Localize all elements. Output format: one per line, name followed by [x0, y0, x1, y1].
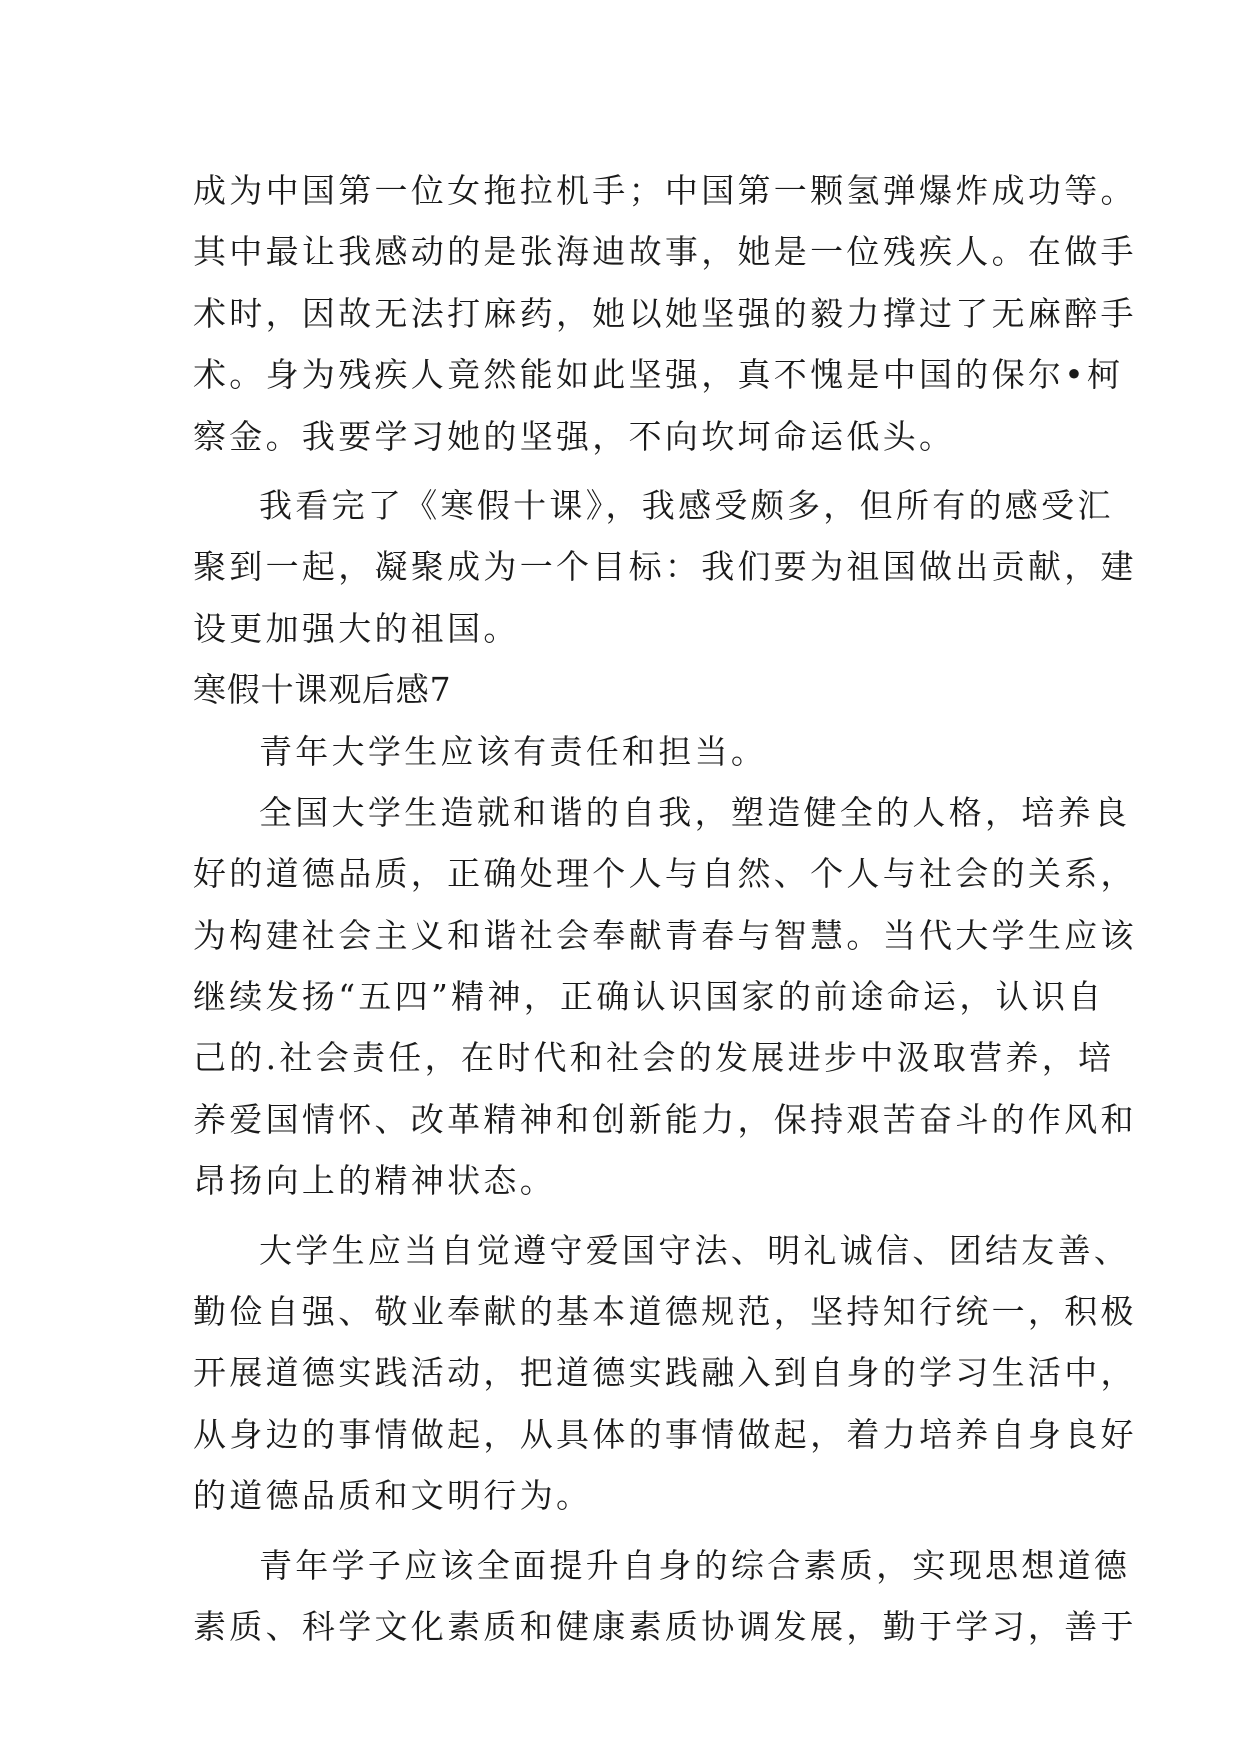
text-line: 的道德品质和文明行为。: [193, 1476, 593, 1516]
text-line: 其中最让我感动的是张海迪故事，她是一位残疾人。在做手: [193, 232, 1137, 272]
text-line: 继续发扬“五四”精神，正确认识国家的前途命运，认识自: [193, 977, 1105, 1017]
paragraph-conclusion: [193, 475, 1137, 659]
text-line: 术。身为残疾人竟然能如此坚强，真不愧是中国的保尔•柯: [193, 355, 1124, 395]
text-line: 成为中国第一位女拖拉机手；中国第一颗氢弹爆炸成功等。: [193, 171, 1137, 210]
text-line: 我看完了《寒假十课》，我感受颇多，但所有的感受汇: [259, 485, 1114, 525]
text-line: 养爱国情怀、改革精神和创新能力，保持艰苦奋斗的作风和: [193, 1099, 1137, 1139]
text-line: 聚到一起，凝聚成为一个目标：我们要为祖国做出贡献，建: [193, 547, 1137, 587]
text-line: 设更加强大的祖国。: [193, 608, 520, 648]
text-line: 全国大学生造就和谐的自我，塑造健全的人格，培养良: [259, 792, 1131, 832]
section-heading: 寒假十课观后感7: [193, 670, 452, 710]
text-line: 术时，因故无法打麻药，她以她坚强的毅力撑过了无麻醉手: [193, 293, 1137, 333]
text-line: 素质、科学文化素质和健康素质协调发展，勤于学习，善于: [193, 1606, 1137, 1646]
paragraph-quality: [193, 1535, 1137, 1658]
text-line: 青年大学生应该有责任和担当。: [259, 731, 768, 771]
text-line: 开展道德实践活动，把道德实践融入到自身的学习生活中，: [193, 1353, 1137, 1393]
text-line: 昂扬向上的精神状态。: [193, 1161, 556, 1201]
text-line: 勤俭自强、敬业奉献的基本道德规范，坚持知行统一，积极: [193, 1292, 1137, 1332]
paragraph-harmony: [193, 782, 1137, 1212]
text-line: 青年学子应该全面提升自身的综合素质，实现思想道德: [259, 1545, 1131, 1585]
document-body: [193, 160, 1137, 1657]
text-line: 察金。我要学习她的坚强，不向坎坷命运低头。: [193, 416, 956, 456]
text-line: 大学生应当自觉遵守爱国守法、明礼诚信、团结友善、: [259, 1230, 1131, 1270]
text-line: 为构建社会主义和谐社会奉献青春与智慧。当代大学生应该: [193, 915, 1137, 955]
text-line: 好的道德品质，正确处理个人与自然、个人与社会的关系，: [193, 854, 1137, 894]
paragraph-intro: [193, 721, 1053, 782]
paragraph-zhang-haidi: [193, 160, 1137, 467]
paragraph-morality: [193, 1220, 1137, 1527]
text-line: 从身边的事情做起，从具体的事情做起，着力培养自身良好: [193, 1414, 1137, 1454]
text-line: 己的.社会责任，在时代和社会的发展进步中汲取营养，培: [193, 1038, 1115, 1078]
